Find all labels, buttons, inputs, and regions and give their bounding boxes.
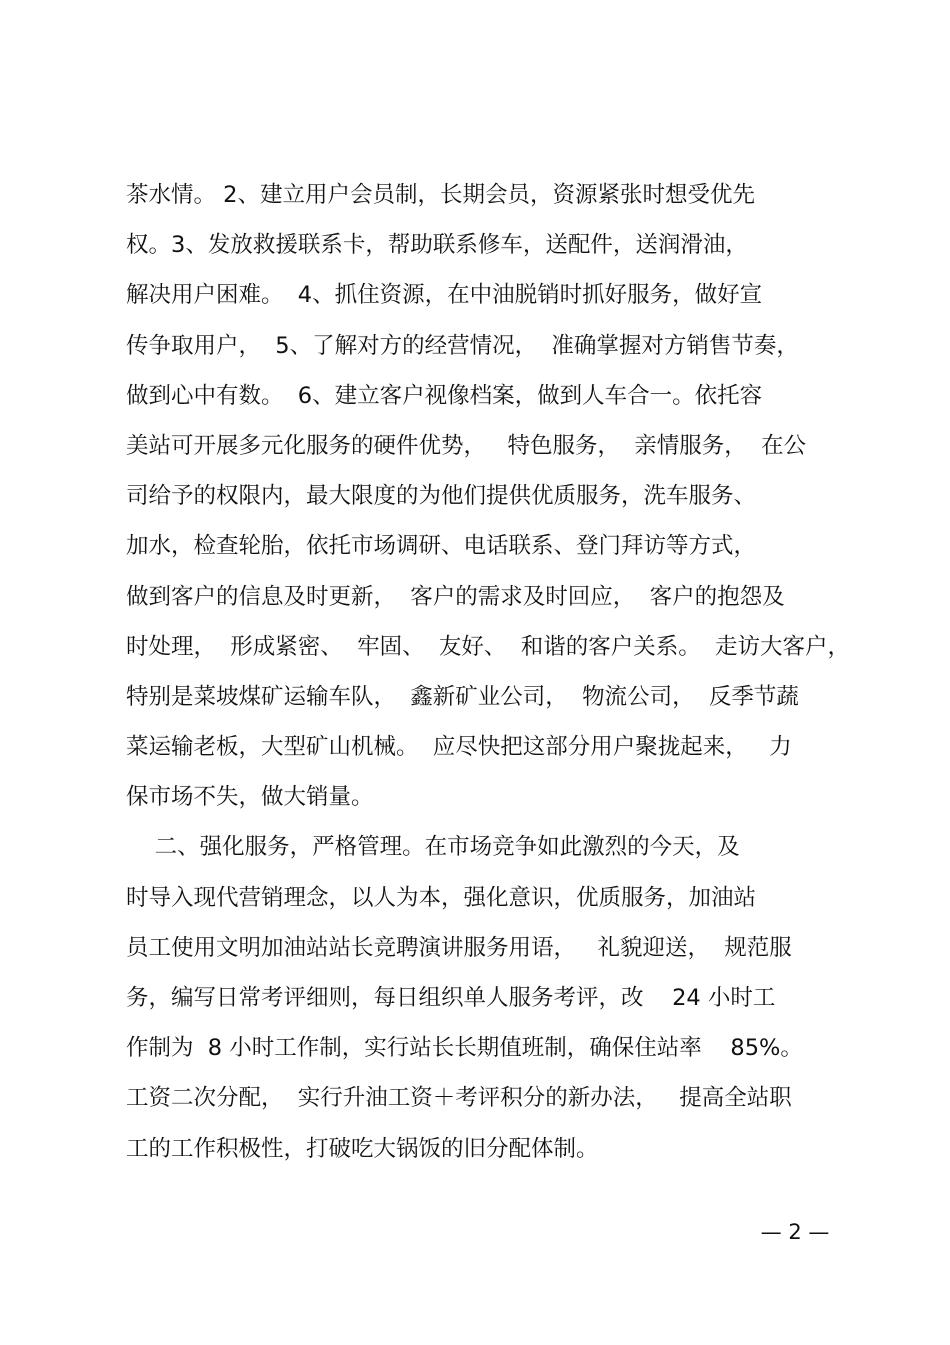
text-line-10: 时处理， 形成紧密、 牢固、 友好、 和谐的客户关系。 走访大客户， xyxy=(126,633,851,660)
text-line-6: 美站可开展多元化服务的硬件优势， 特色服务， 亲情服务， 在公 xyxy=(126,432,807,459)
text-line-20: 工的工作积极性，打破吃大锅饭的旧分配体制。 xyxy=(126,1135,599,1162)
text-line-12: 菜运输老板，大型矿山机械。 应尽快把这部分用户聚拢起来， 力 xyxy=(126,734,792,761)
text-line-14: 二、强化服务，严格管理。在市场竞争如此激烈的今天，及 xyxy=(126,834,740,861)
text-line-3: 解决用户困难。 4、抓住资源，在中油脱销时抓好服务，做好宣 xyxy=(126,282,763,309)
page-number: — 2 — xyxy=(760,1220,830,1244)
text-line-13: 保市场不失，做大销量。 xyxy=(126,784,374,811)
body-text xyxy=(126,170,851,1174)
text-line-7: 司给予的权限内，最大限度的为他们提供优质服务，洗车服务、 xyxy=(126,483,757,510)
text-line-8: 加水，检查轮胎，依托市场调研、电话联系、登门拜访等方式， xyxy=(126,533,757,560)
text-line-16: 员工使用文明加油站站长竞聘演讲服务用语， 礼貌迎送， 规范服 xyxy=(126,934,792,961)
text-line-2: 权。3、发放救援联系卡，帮助联系修车，送配件，送润滑油， xyxy=(126,232,748,259)
text-line-15: 时导入现代营销理念，以人为本，强化意识，优质服务，加油站 xyxy=(126,884,757,911)
text-line-11: 特别是菜坡煤矿运输车队， 鑫新矿业公司， 物流公司， 反季节蔬 xyxy=(126,683,799,710)
text-line-5: 做到心中有数。 6、建立客户视像档案，做到人车合一。依托容 xyxy=(126,382,763,409)
text-line-4: 传争取用户， 5、了解对方的经营情况， 准确掌握对方销售节奏， xyxy=(126,332,799,359)
text-line-17: 务，编写日常考评细则，每日组织单人服务考评，改 24 小时工 xyxy=(126,985,776,1011)
text-line-1: 茶水情。 2、建立用户会员制，长期会员，资源紧张时想受优先 xyxy=(126,182,755,208)
text-line-9: 做到客户的信息及时更新， 客户的需求及时回应， 客户的抱怨及 xyxy=(126,583,785,610)
text-line-18: 作制为 8 小时工作制，实行站长长期值班制，确保住站率 85%。 xyxy=(126,1035,803,1062)
text-line-19: 工资二次分配， 实行升油工资＋考评积分的新办法， 提高全站职 xyxy=(126,1085,792,1112)
